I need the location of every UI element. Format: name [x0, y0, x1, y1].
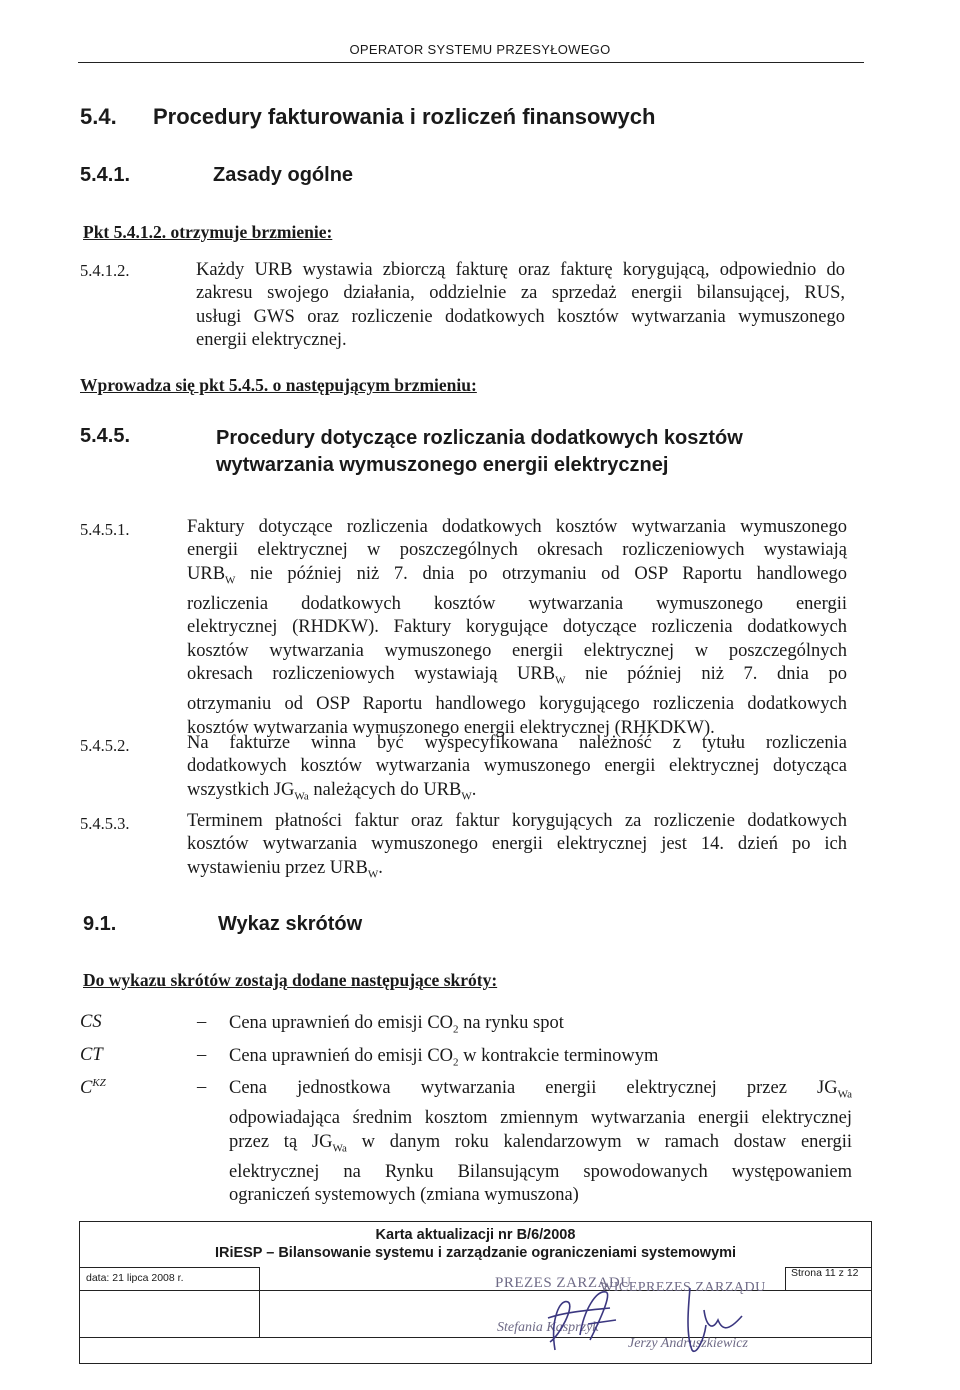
- text-line: ograniczeń systemowych (zmiana wymuszona): [229, 1185, 579, 1205]
- paragraph-5-4-5-3: [187, 810, 847, 887]
- abbreviation-definition: Cena uprawnień do emisji $CO_2$ na rynku spot: [229, 1013, 564, 1036]
- running-header: OPERATOR SYSTEMU PRZESYŁOWEGO: [349, 42, 611, 57]
- vice-president-signature: [670, 1280, 760, 1360]
- text-line: Terminem płatności faktur oraz faktur korygujących za rozliczenie dodatkowych: [187, 811, 847, 831]
- text-line: kosztów wytwarzania wymuszonego energii elektrycznej (RHKDKW).: [187, 717, 715, 738]
- text-line: usługi GWS oraz rozliczenie dodatkowych kosztów wytwarzania wymuszonego: [196, 306, 845, 327]
- subsection-number: 5.4.5.: [80, 425, 131, 447]
- text-line: energii elektrycznej w poszczególnych okresach rozliczeniowych wystawiają: [187, 540, 847, 561]
- text-line: Każdy URB wystawia zbiorczą fakturę oraz fakturę korygującą, odpowiednio do: [196, 260, 845, 280]
- paragraph-5-4-1-2: [196, 259, 845, 353]
- text-line: energii elektrycznej.: [196, 330, 347, 351]
- amendment-heading: Pkt 5.4.1.2. otrzymuje brzmienie:: [83, 222, 333, 242]
- title-line: Procedury dotyczące rozliczania dodatkowych kosztów: [216, 427, 743, 449]
- header-rule: [78, 62, 864, 63]
- update-card-subtitle: IRiESP – Bilansowanie systemu i zarządzanie ograniczeniami systemowymi: [214, 1245, 737, 1261]
- subsection-title: [216, 425, 743, 479]
- abbreviation-definition: [229, 1077, 852, 1207]
- section-title: Wykaz skrótów: [218, 913, 363, 935]
- president-signature: [520, 1280, 650, 1360]
- text-line: dodatkowych kosztów wytwarzania wymuszonego energii elektrycznej dotycząca: [187, 756, 847, 777]
- text-line: przez tą $JG_{Wa}$ w danym roku kalendarzowym w ramach dostaw energii: [229, 1131, 852, 1155]
- text-line: Faktury dotyczące rozliczenia dodatkowych kosztów wytwarzania wymuszonego: [187, 517, 847, 537]
- text-line: elektrycznej (RHDKW). Faktury korygujące dotyczące rozliczenia dodatkowych: [187, 617, 847, 638]
- stamp-vice-president-name: Jerzy Andruszkiewicz: [628, 1336, 748, 1351]
- text-line: odpowiadająca średnim kosztom zmiennym wytwarzania energii elektrycznej: [229, 1108, 852, 1129]
- section-title: Procedury fakturowania i rozliczeń finansowych: [153, 104, 656, 129]
- footer-rule: [79, 1267, 259, 1268]
- text-line: $URB_W$ nie później niż 7. dnia po otrzymaniu od OSP Raportu handlowego: [187, 563, 847, 587]
- text-line: kosztów wytwarzania wymuszonego energii elektrycznej jest 14. dzień po ich: [187, 834, 847, 855]
- abbreviation-term: CT: [80, 1045, 103, 1065]
- abbreviation-term: CS: [80, 1012, 102, 1032]
- stamp-vice-president-title: WICEPREZES ZARZĄDU: [600, 1280, 766, 1295]
- amendment-heading: Do wykazu skrótów zostają dodane następujące skróty:: [83, 970, 498, 990]
- paragraph-5-4-5-1: [187, 516, 847, 740]
- section-number: 5.4.: [80, 104, 117, 129]
- text-line: otrzymaniu od OSP Raportu handlowego korygującego rozliczenia dodatkowych: [187, 694, 847, 715]
- text-line: elektrycznej na Rynku Bilansującym spowodowanych występowaniem: [229, 1161, 852, 1182]
- section-number: 9.1.: [83, 913, 117, 935]
- paragraph-number: 5.4.5.3.: [80, 814, 130, 833]
- text-line: wszystkich $JG_{Wa}$ należących do $URB_W$.: [187, 779, 477, 803]
- text-line: okresach rozliczeniowych wystawiają $URB_W$ nie później niż 7. dnia po: [187, 664, 847, 687]
- abbreviation-dash: –: [197, 1077, 207, 1097]
- title-line: wytwarzania wymuszonego energii elektrycznej: [216, 454, 669, 476]
- text-line: wystawieniu przez $URB_W$.: [187, 857, 383, 881]
- text-line: Cena jednostkowa wytwarzania energii elektrycznej przez $JG_{Wa}$: [229, 1078, 852, 1101]
- abbreviation-definition: Cena uprawnień do emisji $CO_2$ w kontrakcie terminowym: [229, 1046, 659, 1069]
- paragraph-number: 5.4.1.2.: [80, 261, 130, 280]
- abbreviation-dash: –: [197, 1045, 207, 1065]
- abbreviation-term: $C^{KZ}$: [80, 1077, 106, 1099]
- text-line: zakresu swojego działania, oddzielnie za sprzedaż energii bilansującej, RUS,: [196, 283, 845, 304]
- footer-divider: [259, 1267, 260, 1337]
- text-line: Na fakturze winna być wyspecyfikowana należność z tytułu rozliczenia: [187, 733, 847, 753]
- amendment-heading: Wprowadza się pkt 5.4.5. o następującym brzmieniu:: [80, 375, 477, 395]
- stamp-president-name: Stefania Kasprzyk: [497, 1320, 599, 1335]
- paragraph-5-4-5-2: [187, 732, 847, 809]
- text-line: rozliczenia dodatkowych kosztów wytwarzania wymuszonego energii: [187, 593, 847, 614]
- stamp-president-title: PREZES ZARZĄDU: [495, 1275, 632, 1291]
- date-label: data: 21 lipca 2008 r.: [86, 1272, 184, 1284]
- subsection-number: 5.4.1.: [80, 164, 131, 186]
- paragraph-number: 5.4.5.2.: [80, 736, 130, 755]
- page-label: Strona 11 z 12: [791, 1267, 859, 1279]
- footer-divider: [785, 1267, 786, 1290]
- update-card-title: Karta aktualizacji nr B/6/2008: [375, 1227, 576, 1243]
- abbreviation-dash: –: [197, 1012, 207, 1032]
- text-line: kosztów wytwarzania wymuszonego energii elektrycznej w poszczególnych: [187, 640, 847, 661]
- paragraph-number: 5.4.5.1.: [80, 520, 130, 539]
- subsection-title: Zasady ogólne: [213, 164, 354, 186]
